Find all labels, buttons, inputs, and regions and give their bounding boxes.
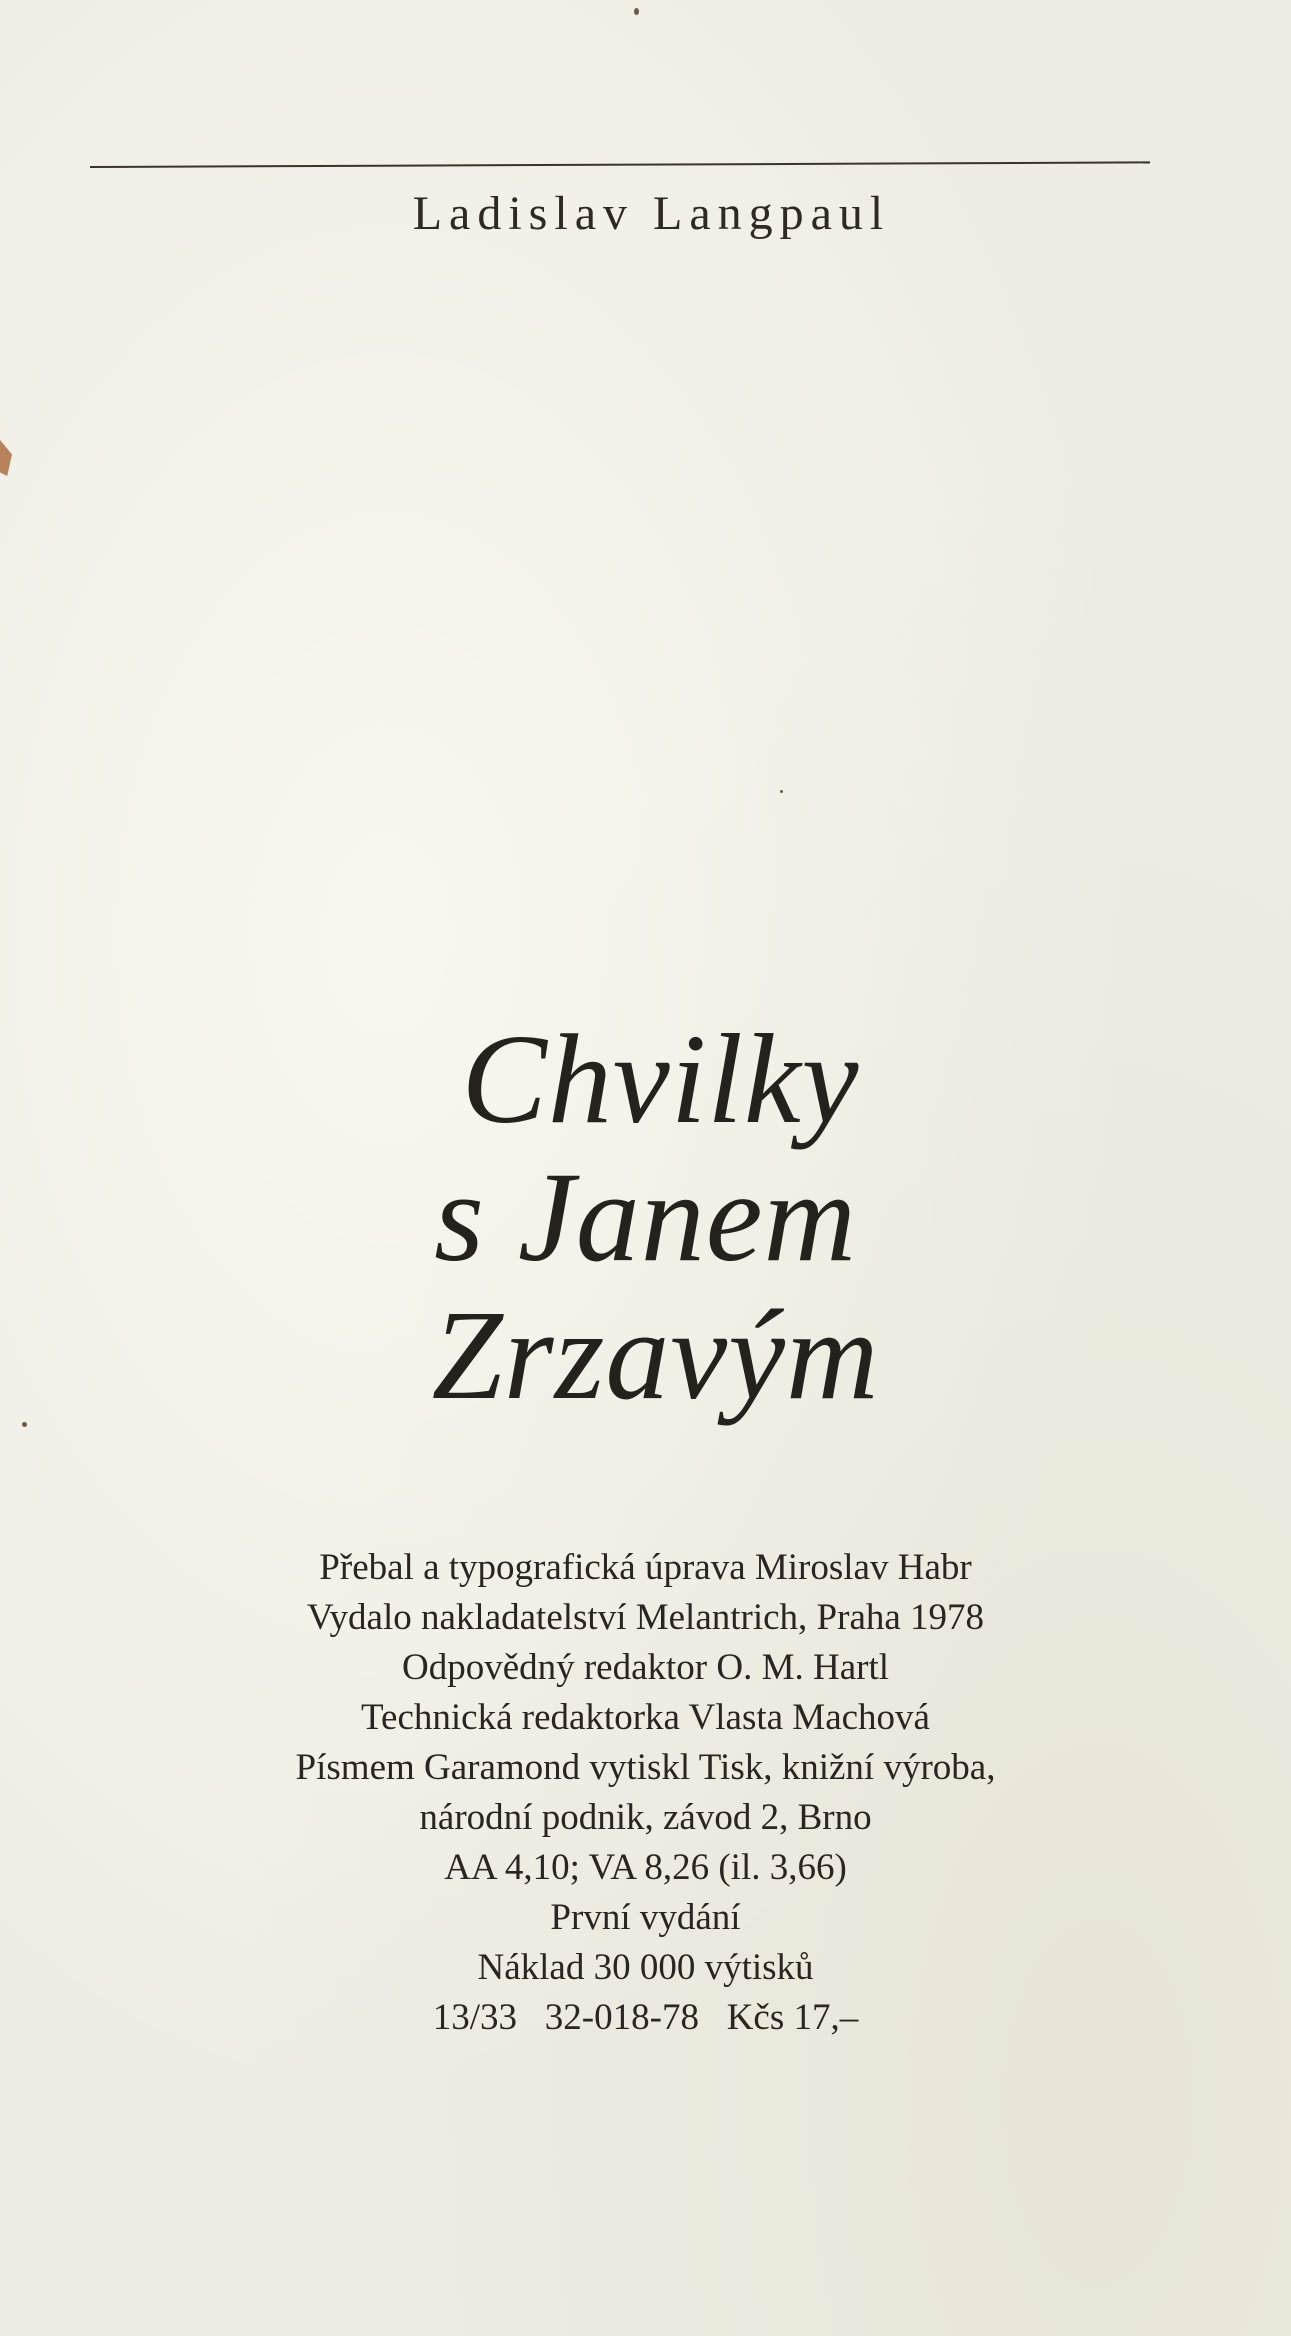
title-line-1: Chvilky bbox=[461, 1008, 860, 1150]
author-name: Ladislav Langpaul bbox=[412, 187, 891, 240]
ink-speck bbox=[780, 790, 783, 793]
colophon-line-printer: Písmem Garamond vytiskl Tisk, knižní výroba, bbox=[295, 1747, 996, 1788]
page-edge-stain bbox=[0, 440, 12, 476]
colophon bbox=[0, 1543, 1291, 2043]
colophon-line-price: 13/33 32-018-78 Kčs 17,– bbox=[432, 1997, 859, 2038]
colophon-line-cover-design: Přebal a typografická úprava Miroslav Habr bbox=[319, 1547, 972, 1588]
colophon-line-publisher: Vydalo nakladatelství Melantrich, Praha 1978 bbox=[306, 1597, 985, 1638]
title-line-2: s Janem bbox=[434, 1146, 857, 1288]
colophon-line-printer-location: národní podnik, závod 2, Brno bbox=[419, 1797, 872, 1838]
colophon-line-sheets: AA 4,10; VA 8,26 (il. 3,66) bbox=[444, 1847, 847, 1888]
colophon-line-print-run: Náklad 30 000 výtisků bbox=[477, 1947, 814, 1988]
title-line-3: Zrzavým bbox=[431, 1284, 880, 1426]
colophon-line-edition: První vydání bbox=[550, 1897, 741, 1938]
colophon-line-editor: Odpovědný redaktor O. M. Hartl bbox=[401, 1647, 890, 1688]
book-title bbox=[0, 1010, 1291, 1424]
ink-speck bbox=[634, 8, 639, 15]
colophon-line-technical-editor: Technická redaktorka Vlasta Machová bbox=[361, 1697, 930, 1738]
header-rule bbox=[90, 161, 1150, 168]
